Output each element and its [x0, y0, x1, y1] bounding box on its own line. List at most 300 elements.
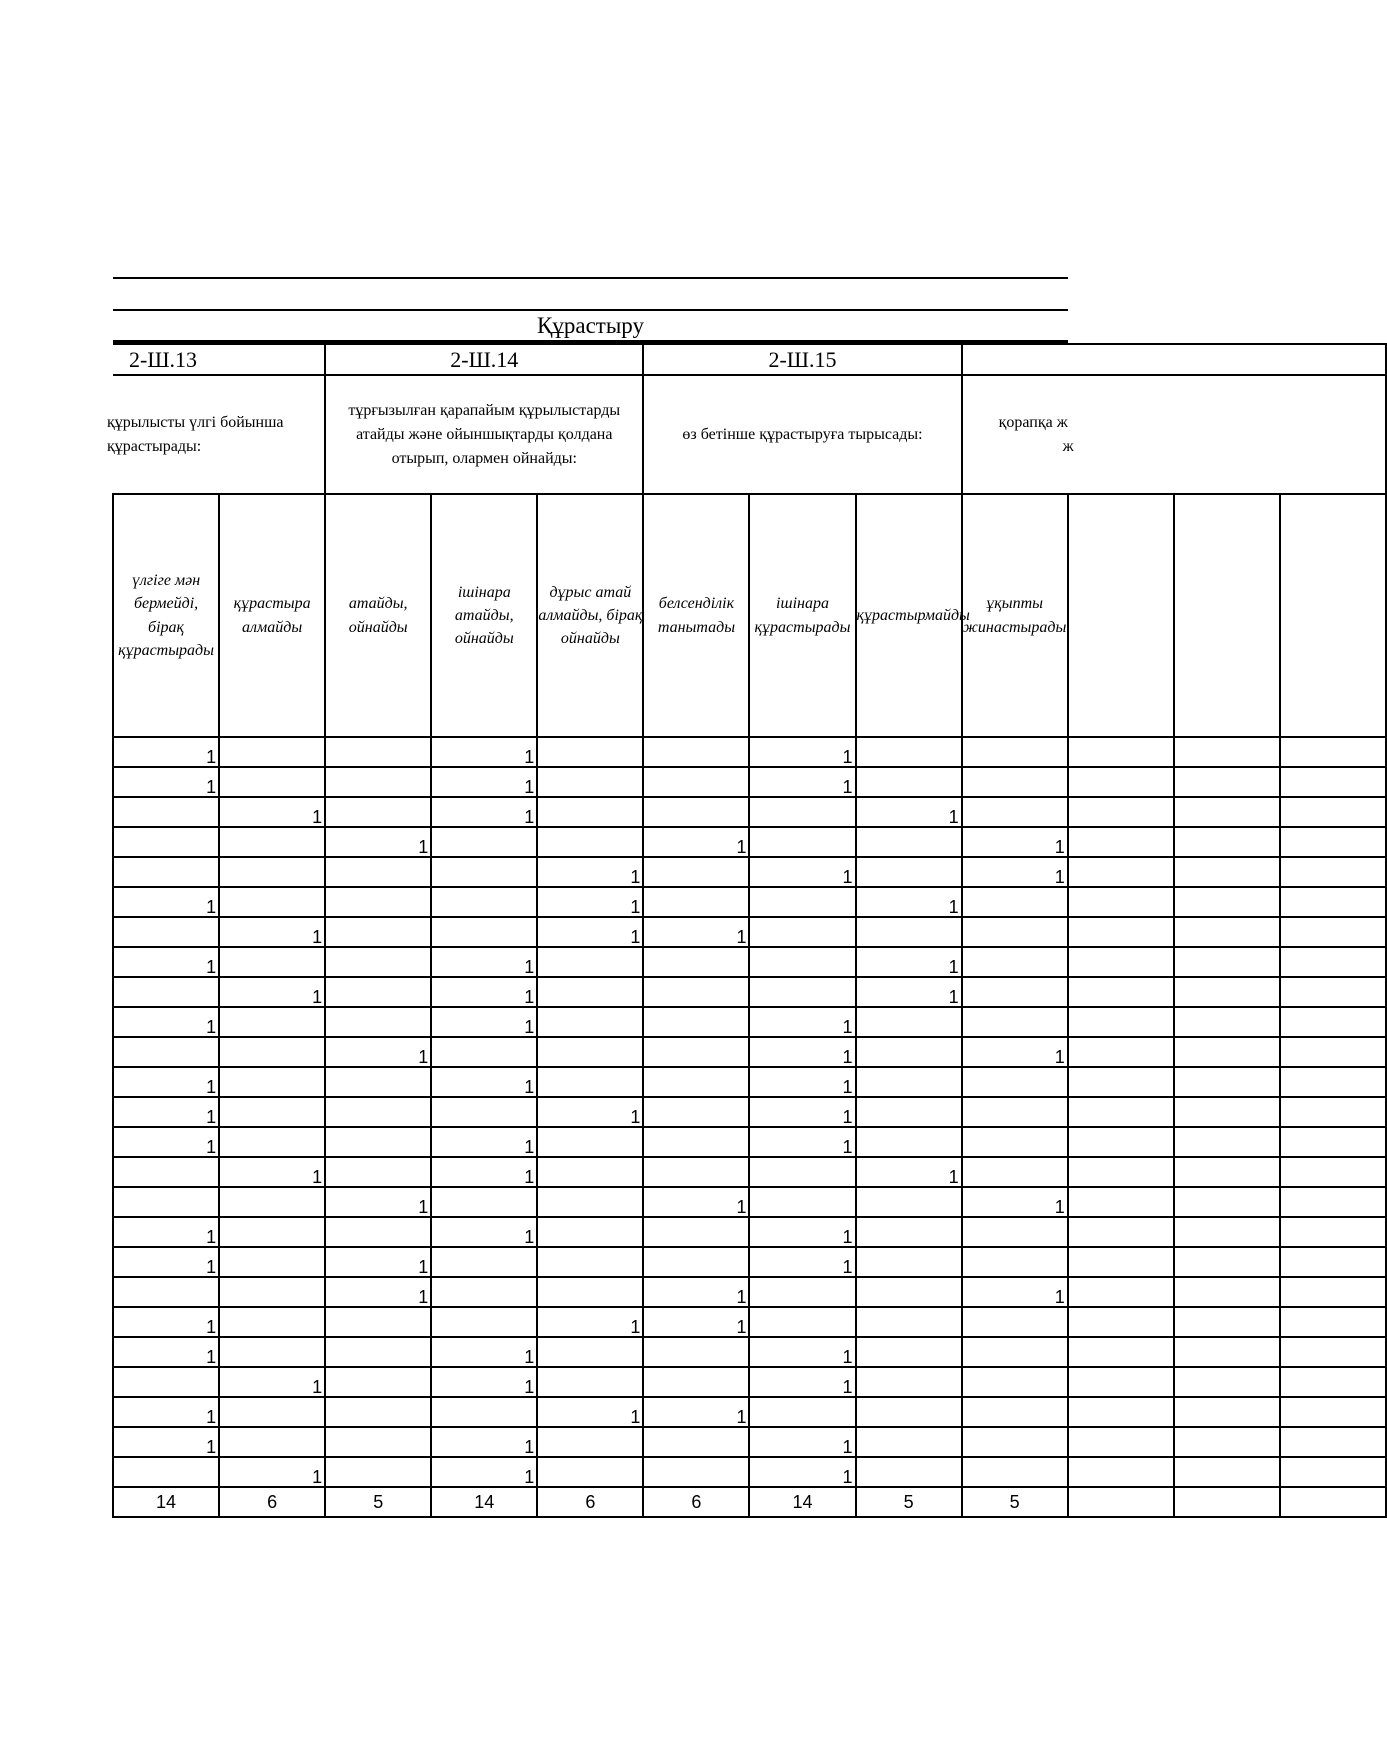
mark-cell: [1174, 1067, 1280, 1097]
mark-cell: [1280, 1277, 1386, 1307]
mark-cell: [113, 1037, 219, 1067]
mark-cell: [1068, 857, 1174, 887]
mark-cell: [962, 1457, 1068, 1487]
mark-cell: 1: [643, 1277, 749, 1307]
mark-cell: 1: [113, 1307, 219, 1337]
mark-cell: 1: [431, 977, 537, 1007]
mark-cell: [749, 1307, 855, 1337]
mark-cell: [856, 1337, 962, 1367]
table-row: [113, 917, 1386, 947]
mark-cell: [749, 1277, 855, 1307]
assessment-table-viewport: [107, 343, 1074, 1573]
mark-cell: [856, 917, 962, 947]
mark-cell: [1280, 1007, 1386, 1037]
mark-cell: [431, 917, 537, 947]
mark-cell: [749, 797, 855, 827]
table-row: [113, 1217, 1386, 1247]
criterion-line: ж: [1062, 437, 1074, 455]
table-row: [113, 1337, 1386, 1367]
data-body: [113, 737, 1386, 1517]
mark-cell: [856, 1007, 962, 1037]
table-row: [113, 1367, 1386, 1397]
criterion-cell: [643, 375, 961, 494]
total-cell: 5: [856, 1487, 962, 1517]
mark-cell: [431, 827, 537, 857]
mark-cell: [1174, 977, 1280, 1007]
mark-cell: [219, 1337, 325, 1367]
mark-cell: [113, 827, 219, 857]
option-cell: ішінара атайды, ойнайды: [431, 494, 537, 737]
mark-cell: [962, 797, 1068, 827]
mark-cell: [537, 1217, 643, 1247]
mark-cell: [856, 1307, 962, 1337]
mark-cell: [1174, 1367, 1280, 1397]
mark-cell: [643, 1037, 749, 1067]
mark-cell: [962, 977, 1068, 1007]
mark-cell: 1: [113, 947, 219, 977]
option-cell: [1068, 494, 1174, 737]
mark-cell: [1280, 917, 1386, 947]
mark-cell: [643, 977, 749, 1007]
mark-cell: [1174, 1337, 1280, 1367]
mark-cell: [325, 1307, 431, 1337]
mark-cell: 1: [643, 917, 749, 947]
mark-cell: [643, 1097, 749, 1127]
mark-cell: [537, 1457, 643, 1487]
mark-cell: [962, 1307, 1068, 1337]
mark-cell: [537, 977, 643, 1007]
mark-cell: [325, 1337, 431, 1367]
total-cell: [1280, 1487, 1386, 1517]
mark-cell: 1: [219, 917, 325, 947]
option-row: [113, 494, 1386, 737]
mark-cell: [1280, 797, 1386, 827]
mark-cell: [643, 857, 749, 887]
assessment-table: [107, 343, 1387, 1518]
mark-cell: [1174, 1307, 1280, 1337]
table-row: [113, 737, 1386, 767]
mark-cell: 1: [749, 1427, 855, 1457]
mark-cell: [856, 1277, 962, 1307]
mark-cell: 1: [219, 1367, 325, 1397]
mark-cell: [1068, 1157, 1174, 1187]
option-cell: ұқыпты жинастырады: [962, 494, 1068, 737]
mark-cell: [856, 827, 962, 857]
table-row: [113, 1397, 1386, 1427]
mark-cell: [219, 1307, 325, 1337]
mark-cell: [962, 1097, 1068, 1127]
mark-cell: [1068, 1337, 1174, 1367]
mark-cell: [1280, 1127, 1386, 1157]
mark-cell: [643, 1067, 749, 1097]
mark-cell: [219, 827, 325, 857]
mark-cell: 1: [749, 1037, 855, 1067]
mark-cell: [1174, 1187, 1280, 1217]
table-row: [113, 1037, 1386, 1067]
mark-cell: [537, 1337, 643, 1367]
mark-cell: [219, 1127, 325, 1157]
mark-cell: [856, 1067, 962, 1097]
mark-cell: [643, 1337, 749, 1367]
group-code: 2-Ш.14: [450, 346, 519, 372]
criterion-text: өз бетінше құрастыруға тырысады:: [682, 425, 923, 443]
total-cell: 6: [219, 1487, 325, 1517]
total-cell: [1068, 1487, 1174, 1517]
mark-cell: 1: [431, 947, 537, 977]
mark-cell: [1280, 1217, 1386, 1247]
mark-cell: [1174, 767, 1280, 797]
table-row: [113, 1457, 1386, 1487]
mark-cell: [325, 1097, 431, 1127]
mark-cell: [1068, 797, 1174, 827]
mark-cell: [643, 1007, 749, 1037]
mark-cell: [1174, 887, 1280, 917]
mark-cell: [1068, 827, 1174, 857]
mark-cell: [325, 917, 431, 947]
mark-cell: [431, 887, 537, 917]
section-title: Құрастыру: [537, 313, 644, 338]
mark-cell: [219, 1397, 325, 1427]
mark-cell: 1: [537, 1097, 643, 1127]
table-row: [113, 767, 1386, 797]
mark-cell: 1: [325, 1037, 431, 1067]
total-cell: 14: [431, 1487, 537, 1517]
table-row: [113, 857, 1386, 887]
mark-cell: [431, 1187, 537, 1217]
mark-cell: [962, 1247, 1068, 1277]
mark-cell: 1: [643, 1307, 749, 1337]
mark-cell: [537, 1427, 643, 1457]
mark-cell: [537, 1067, 643, 1097]
mark-cell: [1174, 1277, 1280, 1307]
mark-cell: [537, 1007, 643, 1037]
mark-cell: [113, 1457, 219, 1487]
mark-cell: [643, 767, 749, 797]
mark-cell: [962, 1367, 1068, 1397]
mark-cell: [325, 767, 431, 797]
mark-cell: [856, 1097, 962, 1127]
mark-cell: [1068, 1097, 1174, 1127]
criterion-cell: [107, 375, 325, 494]
mark-cell: 1: [537, 857, 643, 887]
mark-cell: [325, 947, 431, 977]
group-code-cell: [325, 344, 643, 375]
mark-cell: [1068, 1217, 1174, 1247]
total-cell: 5: [325, 1487, 431, 1517]
totals-row: [113, 1487, 1386, 1517]
mark-cell: [1280, 1367, 1386, 1397]
mark-cell: [962, 1397, 1068, 1427]
mark-cell: 1: [749, 1127, 855, 1157]
mark-cell: [1068, 1007, 1174, 1037]
mark-cell: [749, 977, 855, 1007]
mark-cell: [1068, 1367, 1174, 1397]
table-row: [113, 827, 1386, 857]
mark-cell: 1: [537, 1307, 643, 1337]
mark-cell: [962, 1127, 1068, 1157]
mark-cell: [962, 1157, 1068, 1187]
mark-cell: [1068, 1307, 1174, 1337]
mark-cell: [325, 1127, 431, 1157]
mark-cell: [962, 1217, 1068, 1247]
mark-cell: [431, 1277, 537, 1307]
table-row: [113, 797, 1386, 827]
total-cell: 5: [962, 1487, 1068, 1517]
total-cell: 14: [749, 1487, 855, 1517]
mark-cell: [643, 947, 749, 977]
mark-cell: [1174, 1007, 1280, 1037]
mark-cell: [1280, 1187, 1386, 1217]
mark-cell: [643, 1127, 749, 1157]
mark-cell: [856, 1127, 962, 1157]
mark-cell: [1068, 977, 1174, 1007]
mark-cell: [1174, 1157, 1280, 1187]
mark-cell: [219, 1037, 325, 1067]
mark-cell: [749, 917, 855, 947]
mark-cell: 1: [431, 1157, 537, 1187]
mark-cell: [1280, 977, 1386, 1007]
table-row: [113, 1307, 1386, 1337]
mark-cell: [856, 1457, 962, 1487]
mark-cell: [1280, 1397, 1386, 1427]
mark-cell: 1: [856, 887, 962, 917]
mark-cell: [325, 1007, 431, 1037]
mark-cell: [643, 887, 749, 917]
mark-cell: 1: [431, 1457, 537, 1487]
option-cell: құрастыра алмайды: [219, 494, 325, 737]
mark-cell: 1: [431, 1427, 537, 1457]
criterion-cell: [962, 375, 1386, 494]
mark-cell: [219, 737, 325, 767]
mark-cell: [1280, 767, 1386, 797]
mark-cell: 1: [431, 1217, 537, 1247]
mark-cell: 1: [113, 1097, 219, 1127]
mark-cell: 1: [537, 1397, 643, 1427]
mark-cell: [1068, 1067, 1174, 1097]
mark-cell: 1: [643, 1397, 749, 1427]
mark-cell: [537, 1277, 643, 1307]
mark-cell: [219, 1247, 325, 1277]
mark-cell: [431, 857, 537, 887]
mark-cell: [219, 1187, 325, 1217]
mark-cell: [1174, 797, 1280, 827]
mark-cell: [643, 1247, 749, 1277]
criterion-line: құрастырады:: [107, 437, 202, 455]
mark-cell: 1: [431, 1007, 537, 1037]
mark-cell: [1280, 857, 1386, 887]
mark-cell: [1174, 1397, 1280, 1427]
mark-cell: [856, 1217, 962, 1247]
mark-cell: [856, 1037, 962, 1067]
mark-cell: [1068, 917, 1174, 947]
criterion-line: құрылысты үлгі бойынша: [107, 413, 284, 431]
mark-cell: [856, 767, 962, 797]
mark-cell: [537, 1037, 643, 1067]
mark-cell: [219, 1067, 325, 1097]
mark-cell: [1280, 1307, 1386, 1337]
mark-cell: [962, 947, 1068, 977]
mark-cell: 1: [113, 1397, 219, 1427]
mark-cell: 1: [113, 1337, 219, 1367]
mark-cell: 1: [749, 857, 855, 887]
option-cell: құрастырмайды: [856, 494, 962, 737]
mark-cell: [113, 1367, 219, 1397]
mark-cell: [856, 1247, 962, 1277]
mark-cell: [219, 857, 325, 887]
mark-cell: 1: [219, 1157, 325, 1187]
option-cell: ішінара құрастырады: [749, 494, 855, 737]
mark-cell: [325, 1367, 431, 1397]
mark-cell: [1068, 737, 1174, 767]
mark-cell: [113, 1157, 219, 1187]
mark-cell: [113, 977, 219, 1007]
mark-cell: 1: [856, 977, 962, 1007]
mark-cell: [325, 1217, 431, 1247]
mark-cell: 1: [113, 1217, 219, 1247]
mark-cell: [1280, 737, 1386, 767]
criterion-row: [113, 375, 1386, 494]
mark-cell: 1: [749, 1337, 855, 1367]
mark-cell: [537, 797, 643, 827]
mark-cell: [1174, 947, 1280, 977]
total-cell: [1174, 1487, 1280, 1517]
mark-cell: 1: [431, 1337, 537, 1367]
mark-cell: [1174, 1427, 1280, 1457]
mark-cell: 1: [749, 737, 855, 767]
mark-cell: 1: [113, 737, 219, 767]
mark-cell: 1: [962, 827, 1068, 857]
mark-cell: 1: [113, 1067, 219, 1097]
mark-cell: 1: [856, 797, 962, 827]
mark-cell: [113, 1187, 219, 1217]
mark-cell: [1280, 947, 1386, 977]
mark-cell: [962, 917, 1068, 947]
mark-cell: 1: [113, 1007, 219, 1037]
mark-cell: [643, 737, 749, 767]
mark-cell: [1280, 1427, 1386, 1457]
mark-cell: [325, 887, 431, 917]
mark-cell: [325, 737, 431, 767]
mark-cell: [537, 767, 643, 797]
mark-cell: [537, 1187, 643, 1217]
mark-cell: 1: [537, 887, 643, 917]
mark-cell: [325, 857, 431, 887]
mark-cell: [219, 767, 325, 797]
top-rule: [113, 277, 1068, 279]
mark-cell: [1068, 887, 1174, 917]
criterion-text: тұрғызылған қарапайым құрылыстарды атайды және ойыншықтарды қолдана отырып, олармен ойнайды:: [348, 401, 621, 467]
mark-cell: [856, 857, 962, 887]
mark-cell: 1: [856, 1157, 962, 1187]
mark-cell: [1280, 1157, 1386, 1187]
mark-cell: [962, 1337, 1068, 1367]
mark-cell: [431, 1307, 537, 1337]
mark-cell: [537, 1247, 643, 1277]
mark-cell: 1: [113, 1427, 219, 1457]
mark-cell: [1280, 827, 1386, 857]
mark-cell: [1068, 1397, 1174, 1427]
mark-cell: [1174, 737, 1280, 767]
table-row: [113, 1067, 1386, 1097]
criterion-line: қорапқа ж: [998, 413, 1068, 431]
mark-cell: 1: [113, 1127, 219, 1157]
mark-cell: [325, 797, 431, 827]
mark-cell: [1280, 1097, 1386, 1127]
mark-cell: [749, 1187, 855, 1217]
mark-cell: [643, 797, 749, 827]
mark-cell: 1: [325, 827, 431, 857]
mark-cell: 1: [431, 797, 537, 827]
mark-cell: [1280, 887, 1386, 917]
mark-cell: [962, 1007, 1068, 1037]
table-row: [113, 1007, 1386, 1037]
mark-cell: [1174, 1217, 1280, 1247]
mark-cell: [962, 1427, 1068, 1457]
mark-cell: [962, 737, 1068, 767]
mark-cell: [219, 887, 325, 917]
mark-cell: [1174, 827, 1280, 857]
mark-cell: 1: [431, 737, 537, 767]
mark-cell: [643, 1217, 749, 1247]
mark-cell: [1174, 1247, 1280, 1277]
code-row: [113, 344, 1386, 375]
mark-cell: [1068, 1127, 1174, 1157]
mark-cell: [219, 1427, 325, 1457]
total-cell: 6: [537, 1487, 643, 1517]
mark-cell: 1: [856, 947, 962, 977]
mark-cell: [219, 947, 325, 977]
mark-cell: [537, 1157, 643, 1187]
mark-cell: 1: [962, 1187, 1068, 1217]
mark-cell: [113, 1277, 219, 1307]
mark-cell: [1068, 947, 1174, 977]
option-cell: дұрыс атай алмайды, бірақ ойнайды: [537, 494, 643, 737]
mark-cell: [643, 1367, 749, 1397]
mark-cell: 1: [537, 917, 643, 947]
table-row: [113, 1157, 1386, 1187]
mark-cell: [856, 1427, 962, 1457]
mark-cell: [643, 1427, 749, 1457]
mark-cell: [1280, 1037, 1386, 1067]
mark-cell: [856, 1187, 962, 1217]
mark-cell: 1: [643, 827, 749, 857]
mark-cell: [325, 1397, 431, 1427]
option-cell: [1280, 494, 1386, 737]
mark-cell: [1068, 767, 1174, 797]
mark-cell: 1: [749, 767, 855, 797]
mark-cell: [1068, 1037, 1174, 1067]
mark-cell: [749, 887, 855, 917]
option-cell: [1174, 494, 1280, 737]
mark-cell: 1: [113, 1247, 219, 1277]
mark-cell: [1280, 1247, 1386, 1277]
mark-cell: [325, 1067, 431, 1097]
mark-cell: [1174, 917, 1280, 947]
mark-cell: [1174, 1037, 1280, 1067]
mark-cell: [1068, 1247, 1174, 1277]
mark-cell: 1: [431, 1067, 537, 1097]
total-cell: 6: [643, 1487, 749, 1517]
table-row: [113, 1097, 1386, 1127]
mark-cell: [537, 827, 643, 857]
mark-cell: [537, 947, 643, 977]
mark-cell: [1068, 1457, 1174, 1487]
group-code: 2-Ш.15: [768, 346, 837, 372]
mark-cell: [431, 1037, 537, 1067]
criterion-cell: [325, 375, 643, 494]
mark-cell: [325, 1457, 431, 1487]
mark-cell: [113, 917, 219, 947]
